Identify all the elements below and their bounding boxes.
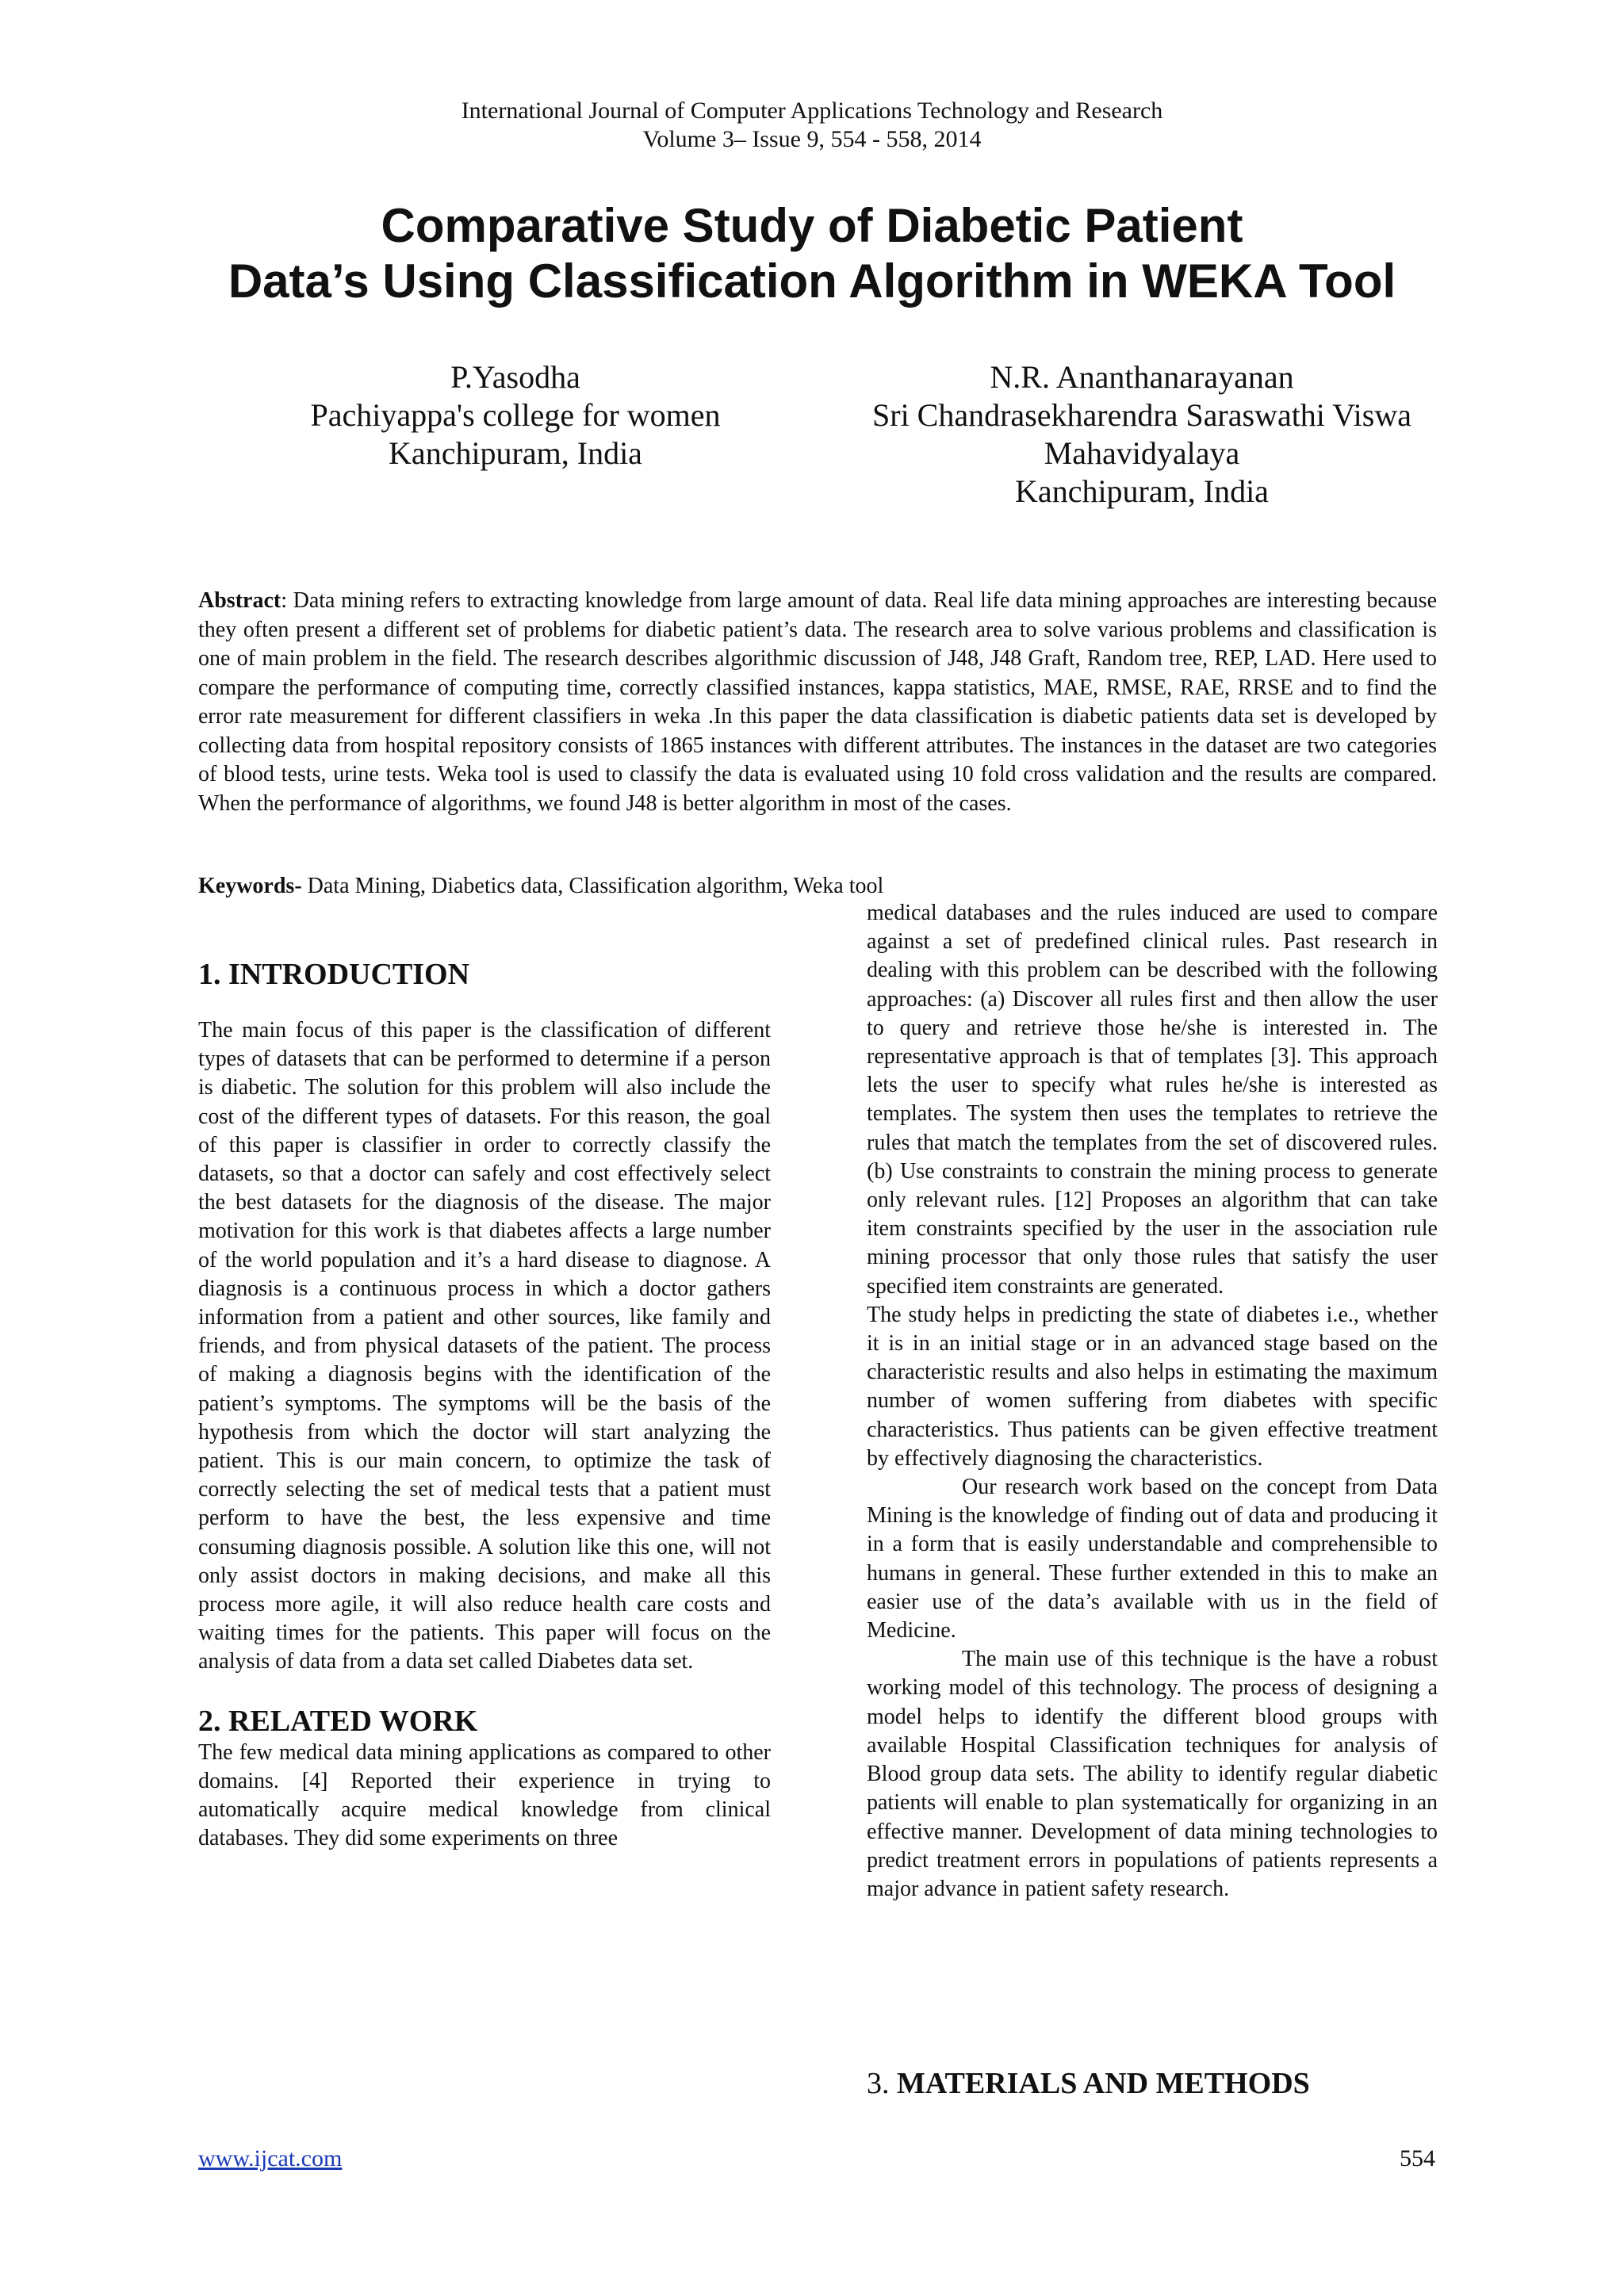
paper-title-line-2: Data’s Using Classification Algorithm in WEKA Tool: [228, 254, 1396, 308]
right-paragraph-1: medical databases and the rules induced are used to compare against a set of predefined clinical rules. Past research in dealing with this problem can be described with the following approaches: (a) Discover all rules first and then allow the user to query and retrieve those he/she is interested in. The representative approach is that of templates [3]. This approach lets the user to specify what rules he/she is interested as templates. The system then uses the templates to retrieve the rules that match the templates from the set of discovered rules. (b) Use constraints to constrain the mining process to generate only relevant rules. [12] Proposes an algorithm that can take item constraints specified by the user in the association rule mining processor that only those rules that satisfy the user specified item constraints are generated.: [867, 901, 1438, 1299]
author-1-location: Kanchipuram, India: [389, 435, 642, 471]
introduction-paragraph: The main focus of this paper is the classification of different types of datasets that can be performed to determine if a person is diabetic. The solution for this problem will also include the cost of the different types of datasets. For this reason, the goal of this paper is classifier in order to correctly classify the datasets, so that a doctor can safely and cost effectively select the best datasets for the diagnosis of the disease. The major motivation for this work is that diabetes affects a large number of the world population and it’s a hard disease to diagnose. A diagnosis is a continuous process in which a doctor gathers information from a patient and other sources, like family and friends, and from physical datasets of the patient. The process of making a diagnosis begins with the identification of the patient’s symptoms. The symptoms will be the basis of the hypothesis from which the doctor will start analyzing the patient. This is our main concern, to optimize the task of correctly selecting the set of medical tests that a patient must perform to have the best, the less expensive and time consuming diagnosis possible. A solution like this one, will not only assist doctors in making decisions, and make all this process more agile, it will also reduce health care costs and waiting times for the patients. This paper will focus on the analysis of data from a data set called Diabetes data set.: [198, 1018, 771, 1674]
paper-title: [0, 198, 1624, 309]
related-work-paragraph: The few medical data mining applications as compared to other domains. [4] Reported their experience in trying to automatically acquire medical knowledge from clinical databases. They did some experiments on three: [198, 1739, 771, 1851]
right-paragraph-2: The study helps in predicting the state of diabetes i.e., whether it is in an initial stage or in an advanced stage based on the characteristic results and also helps in estimating the maximum number of women suffering from diabetes with specific characteristics. Thus patients can be given effective treatment by effectively diagnosing the characteristics.: [867, 1302, 1438, 1471]
journal-name: International Journal of Computer Applications Technology and Research: [461, 98, 1163, 124]
author-1-name: P.Yasodha: [450, 359, 580, 395]
right-paragraph-4: The main use of this technique is the have a robust working model of this technology. The process of designing a model helps to identify the different blood groups with available Hospital Classification techniques for analysis of Blood group data sets. The ability to identify regular diabetic patients will enable to plan systematically for organizing in an effective manner. Development of data mining technologies to predict treatment errors in populations of patients represents a major advance in patient safety research.: [867, 1647, 1438, 1901]
abstract: [198, 587, 1437, 818]
abstract-label: Abstract: [198, 588, 282, 613]
author-2-affiliation-cont: Mahavidyalaya: [1044, 435, 1240, 471]
section-title: MATERIALS AND METHODS: [897, 2067, 1310, 2100]
journal-website-link[interactable]: www.ijcat.com: [198, 2145, 343, 2172]
right-paragraph-3: Our research work based on the concept from Data Mining is the knowledge of finding out of data and producing it in a form that is easily understandable and comprehensible to humans in general. These further extended in this to make an easier use of the data’s available with us in the field of Medicine.: [867, 1475, 1438, 1644]
journal-volume: Volume 3– Issue 9, 554 - 558, 2014: [642, 126, 982, 152]
keywords: [198, 872, 1437, 901]
author-1-affiliation: Pachiyappa's college for women: [310, 397, 721, 433]
keywords-label: Keywords-: [198, 874, 302, 898]
journal-header: [0, 97, 1624, 154]
author-2-location: Kanchipuram, India: [1015, 473, 1269, 509]
author-1: [238, 358, 793, 473]
keywords-text: Data Mining, Diabetics data, Classification algorithm, Weka tool: [301, 874, 884, 898]
author-2-name: N.R. Ananthanarayanan: [990, 359, 1294, 395]
author-2: [817, 358, 1467, 511]
section-number: 3.: [867, 2067, 897, 2100]
section-heading-related-work: 2. RELATED WORK: [198, 1704, 478, 1738]
section-heading-materials-methods: [867, 2066, 1310, 2101]
abstract-text: : Data mining refers to extracting knowledge from large amount of data. Real life data mining approaches are interesting because they often present a different set of problems for diabetic patient’s data. The research area to solve various problems and classification is one of main problem in the field. The research describes algorithmic discussion of J48, J48 Graft, Random tree, REP, LAD. Here used to compare the performance of computing time, correctly classified instances, kappa statistics, MAE, RMSE, RAE, RRSE and to find the error rate measurement for different classifiers in weka .In this paper the data classification is diabetic patients data set is developed by collecting data from hospital repository consists of 1865 instances with different attributes. The instances in the dataset are two categories of blood tests, urine tests. Weka tool is used to classify the data is evaluated using 10 fold cross validation and the results are compared. When the performance of algorithms, we found J48 is better algorithm in most of the cases.: [198, 588, 1437, 816]
paper-title-line-1: Comparative Study of Diabetic Patient: [381, 199, 1243, 252]
author-2-affiliation: Sri Chandrasekharendra Saraswathi Viswa: [872, 397, 1411, 433]
right-column: [867, 899, 1438, 1904]
section-heading-introduction: 1. INTRODUCTION: [198, 958, 470, 991]
page-number: 554: [1400, 2145, 1435, 2172]
left-column: [198, 957, 771, 1853]
